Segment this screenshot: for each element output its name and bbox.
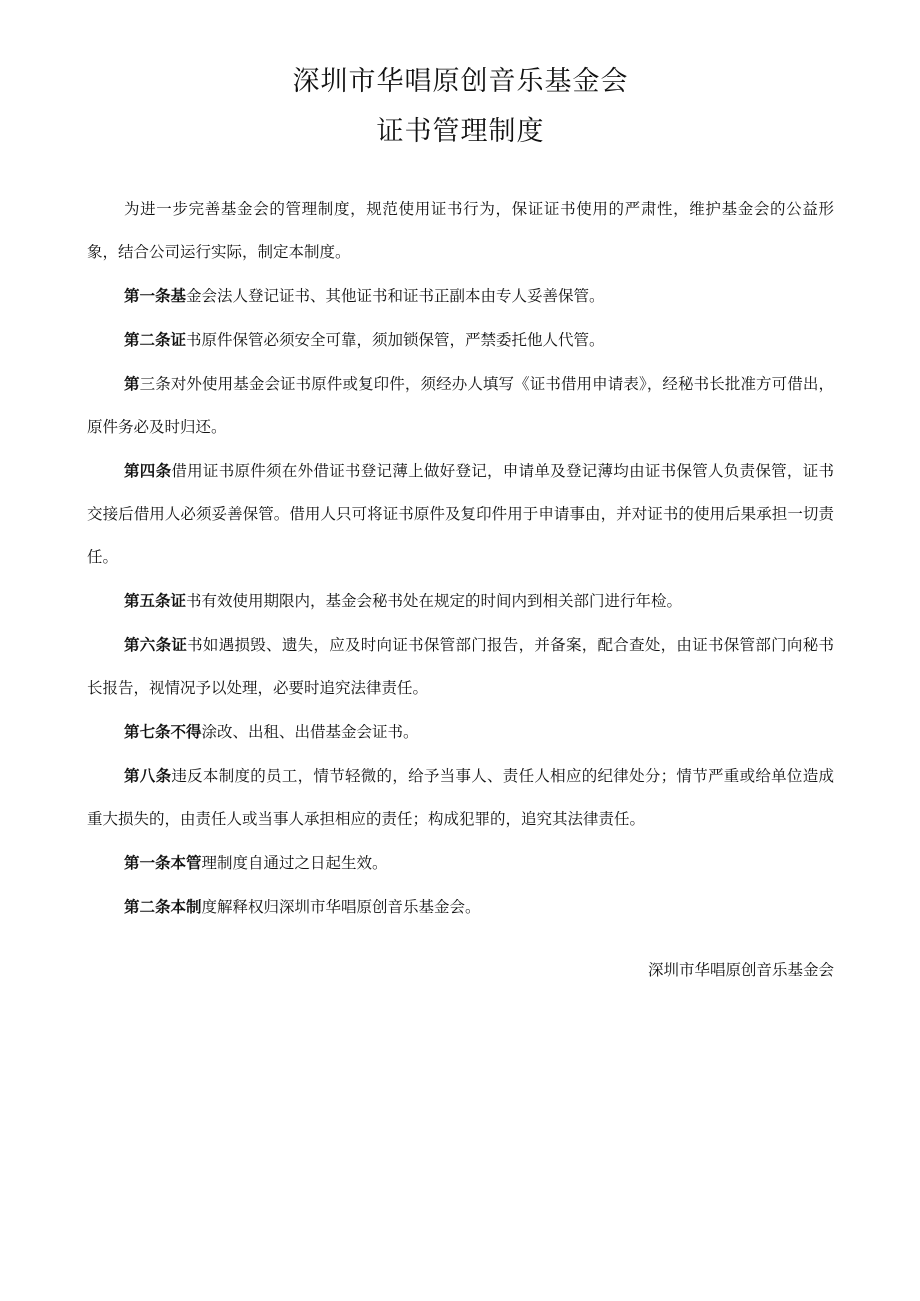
article-text: 借用证书原件须在外借证书登记薄上做好登记，申请单及登记薄均由证书保管人负责保管，证书交接后借用人必须妥善保管。借用人只可将证书原件及复印件用于申请事由，并对证书的使用后果承担一切责任。 [87, 462, 834, 566]
article-label: 第二条本制 [124, 897, 202, 916]
article-7 [87, 710, 834, 754]
article-8 [87, 754, 834, 841]
signature: 深圳市华唱原创音乐基金会 [647, 961, 834, 979]
article-6 [87, 623, 834, 710]
article-3 [87, 362, 834, 449]
article-text: 理制度自通过之日起生效。 [201, 854, 388, 872]
article-1 [87, 274, 834, 318]
article-9 [87, 841, 834, 885]
article-text: 金会法人登记证书、其他证书和证书正副本由专人妥善保管。 [186, 287, 605, 305]
article-text: 涂改、出租、出借基金会证书。 [201, 723, 419, 741]
document-body [87, 188, 834, 929]
article-label: 第二条证 [124, 330, 187, 349]
document-page [87, 60, 834, 992]
article-label: 第一条基 [124, 286, 187, 305]
article-label: 第八条 [124, 766, 172, 785]
article-5 [87, 579, 834, 623]
article-label: 第七条不得 [124, 722, 202, 741]
article-label: 第六条证 [124, 635, 188, 654]
article-label: 第五条证 [124, 591, 187, 610]
intro-paragraph: 为进一步完善基金会的管理制度，规范使用证书行为，保证证书使用的严肃性，维护基金会的公益形象，结合公司运行实际，制定本制度。 [87, 200, 834, 261]
document-subtitle: 证书管理制度 [376, 116, 545, 147]
article-10 [87, 885, 834, 929]
article-4 [87, 449, 834, 579]
article-text: 书原件保管必须安全可靠，须加锁保管，严禁委托他人代管。 [186, 331, 605, 349]
document-title: 深圳市华唱原创音乐基金会 [292, 66, 629, 97]
article-text: 度解释权归深圳市华唱原创音乐基金会。 [201, 898, 481, 916]
article-label: 第 [124, 374, 140, 393]
article-label: 第一条本管 [124, 853, 202, 872]
article-text: 三条对外使用基金会证书原件或复印件，须经办人填写《证书借用申请表》，经秘书长批准方可借出，原件务必及时归还。 [87, 375, 834, 436]
article-text: 书有效使用期限内，基金会秘书处在规定的时间内到相关部门进行年检。 [186, 592, 683, 610]
article-2 [87, 318, 834, 362]
article-text: 违反本制度的员工，情节轻微的，给予当事人、责任人相应的纪律处分；情节严重或给单位造成重大损失的，由责任人或当事人承担相应的责任；构成犯罪的，追究其法律责任。 [87, 767, 834, 828]
article-text: 书如遇损毁、遗失，应及时向证书保管部门报告，并备案，配合查处，由证书保管部门向秘书长报告，视情况予以处理，必要时追究法律责任。 [87, 636, 834, 697]
article-label: 第四条 [124, 461, 172, 480]
